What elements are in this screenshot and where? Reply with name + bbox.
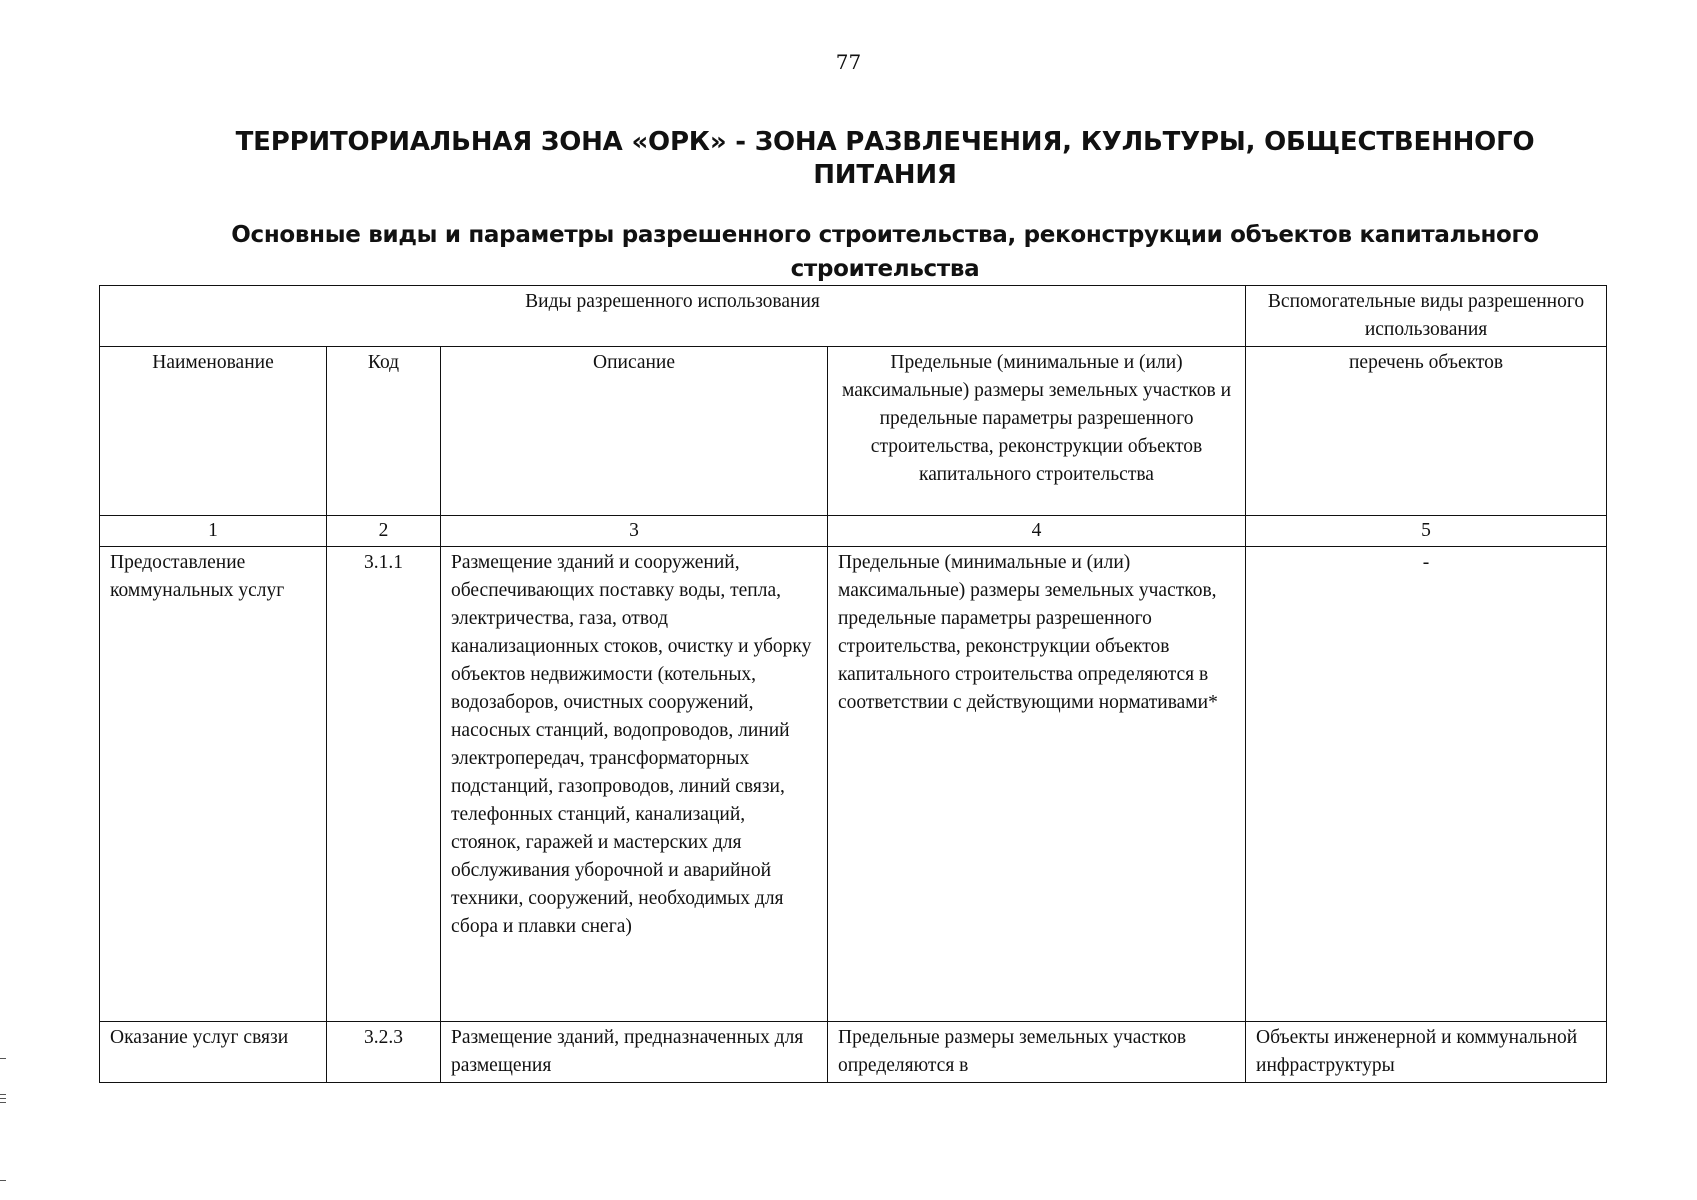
table-row [100, 547, 1607, 1022]
column-number: 1 [100, 516, 327, 547]
header-aux-cell: Вспомогательные виды разрешенного использования [1246, 286, 1607, 347]
column-header-parameters: Предельные (минимальные и (или) максимальные) размеры земельных участков и предельные параметры разрешенного строительства, реконструкции объектов капитального строительства [828, 347, 1246, 516]
column-header-objects: перечень объектов [1246, 347, 1607, 516]
use-description-cell: Размещение зданий и сооружений, обеспечивающих поставку воды, тепла, электричества, газа, отвод канализационных стоков, очистку и уборку объектов недвижимости (котельных, водозаборов, очистных сооружений, насосных станций, водопроводов, линий электропередач, трансформаторных подстанций, газопроводов, линий связи, телефонных станций, канализаций, стоянок, гаражей и мастерских для обслуживания уборочной и аварийной техники, сооружений, необходимых для сбора и плавки снега) [441, 547, 828, 1022]
column-number: 3 [441, 516, 828, 547]
use-description-cell: Размещение зданий, предназначенных для размещения [441, 1022, 828, 1083]
column-header-description: Описание [441, 347, 828, 516]
auxiliary-objects-cell: - [1246, 547, 1607, 1022]
permitted-use-table [99, 285, 1607, 1083]
column-number: 4 [828, 516, 1246, 547]
table-subheader-row [100, 347, 1607, 516]
auxiliary-objects-cell: Объекты инженерной и коммунальной инфраструктуры [1246, 1022, 1607, 1083]
use-parameters-cell: Предельные (минимальные и (или) максимальные) размеры земельных участков, предельные параметры разрешенного строительства, реконструкции объектов капитального строительства определяются в соответствии с действующими нормативами* [828, 547, 1246, 1022]
use-name-cell: Оказание услуг связи [100, 1022, 327, 1083]
zone-title: ТЕРРИТОРИАЛЬНАЯ ЗОНА «ОРК» - ЗОНА РАЗВЛЕЧЕНИЯ, КУЛЬТУРЫ, ОБЩЕСТВЕННОГО ПИТАНИЯ [235, 127, 1535, 190]
column-number-row [100, 516, 1607, 547]
header-main-cell: Виды разрешенного использования [100, 286, 1246, 347]
margin-mark [0, 1180, 6, 1181]
use-parameters-cell: Предельные размеры земельных участков определяются в [828, 1022, 1246, 1083]
margin-mark [0, 1102, 6, 1103]
table-header-row [100, 286, 1607, 347]
section-title: Основные виды и параметры разрешенного строительства, реконструкции объектов капитального строительства [231, 222, 1539, 282]
table-row [100, 1022, 1607, 1083]
page-number: 77 [835, 50, 862, 74]
use-code-cell: 3.2.3 [327, 1022, 441, 1083]
column-header-code: Код [327, 347, 441, 516]
column-header-name: Наименование [100, 347, 327, 516]
margin-mark [0, 1058, 6, 1059]
column-number: 2 [327, 516, 441, 547]
margin-mark [0, 1098, 6, 1099]
margin-mark [0, 1094, 6, 1095]
use-code-cell: 3.1.1 [327, 547, 441, 1022]
column-number: 5 [1246, 516, 1607, 547]
use-name-cell: Предоставление коммунальных услуг [100, 547, 327, 1022]
